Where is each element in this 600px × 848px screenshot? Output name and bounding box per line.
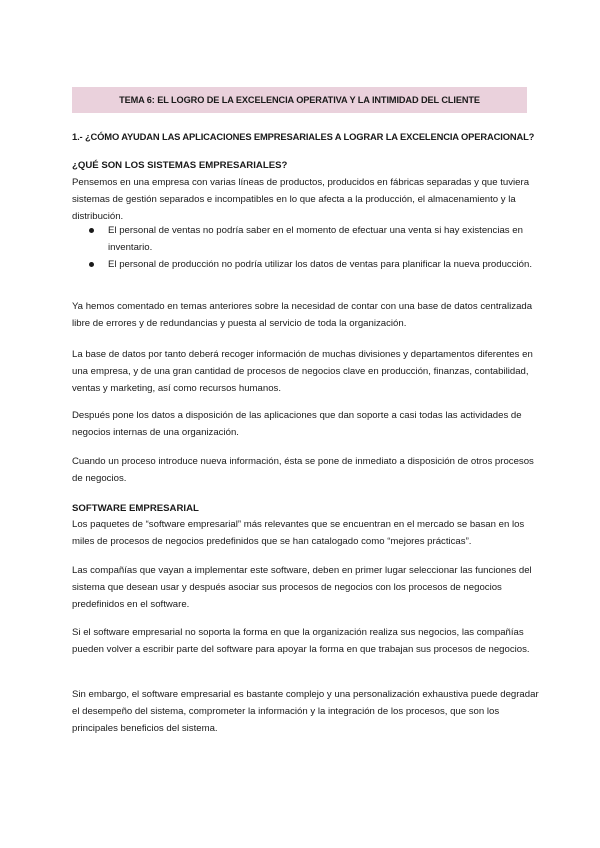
list-item bbox=[72, 222, 542, 256]
bullet-icon bbox=[89, 262, 94, 267]
list-item-text: El personal de ventas no podría saber en el momento de efectuar una venta si hay existencias en inventario. bbox=[108, 225, 523, 253]
paragraph: La base de datos por tanto deberá recoger información de muchas divisiones y departamentos diferentes en una empresa, y de una gran cantidad de procesos de negocios clave en producción, finanzas, contabilidad, ventas y marketing, así como recursos humanos. bbox=[72, 349, 533, 394]
bullet-icon bbox=[89, 228, 94, 233]
bullet-list bbox=[72, 222, 542, 273]
intro-paragraph: Pensemos en una empresa con varias líneas de productos, producidos en fábricas separadas y que tuviera sistemas de gestión separados e incompatibles en lo que afecta a la producción, el almacenamiento y la distribución. bbox=[72, 177, 530, 222]
section-question: 1.- ¿CÓMO AYUDAN LAS APLICACIONES EMPRESARIALES A LOGRAR LA EXCELENCIA OPERACIONAL? bbox=[72, 131, 535, 142]
document-title: TEMA 6: EL LOGRO DE LA EXCELENCIA OPERATIVA Y LA INTIMIDAD DEL CLIENTE bbox=[72, 87, 527, 113]
section-heading-software: SOFTWARE EMPRESARIAL bbox=[72, 503, 199, 514]
paragraph: Cuando un proceso introduce nueva información, ésta se pone de inmediato a disposición de otros procesos de negocios. bbox=[72, 456, 534, 484]
paragraph: Los paquetes de “software empresarial” más relevantes que se encuentran en el mercado se basan en los miles de procesos de negocios predefinidos que se han catalogado como “mejores prácticas”. bbox=[72, 519, 525, 547]
paragraph: Las compañías que vayan a implementar este software, deben en primer lugar seleccionar las funciones del sistema que desean usar y después asociar sus procesos de negocios con los procesos de negocios predefinidos en el software. bbox=[72, 565, 532, 610]
paragraph: Después pone los datos a disposición de las aplicaciones que dan soporte a casi todas las actividades de negocios internas de una organización. bbox=[72, 410, 522, 438]
paragraph: Si el software empresarial no soporta la forma en que la organización realiza sus negocios, las compañías pueden volver a escribir parte del software para apoyar la forma en que trabajan sus procesos de negocios. bbox=[72, 627, 530, 655]
section-heading-sistemas: ¿QUÉ SON LOS SISTEMAS EMPRESARIALES? bbox=[72, 160, 288, 171]
paragraph: Sin embargo, el software empresarial es bastante complejo y una personalización exhaustiva puede degradar el desempeño del sistema, comprometer la información y la integración de los procesos, que son los principales beneficios del sistema. bbox=[72, 689, 539, 734]
paragraph: Ya hemos comentado en temas anteriores sobre la necesidad de contar con una base de datos centralizada libre de errores y de redundancias y puesta al servicio de toda la organización. bbox=[72, 301, 533, 329]
list-item bbox=[72, 256, 542, 273]
list-item-text: El personal de producción no podría utilizar los datos de ventas para planificar la nueva producción. bbox=[108, 259, 532, 270]
